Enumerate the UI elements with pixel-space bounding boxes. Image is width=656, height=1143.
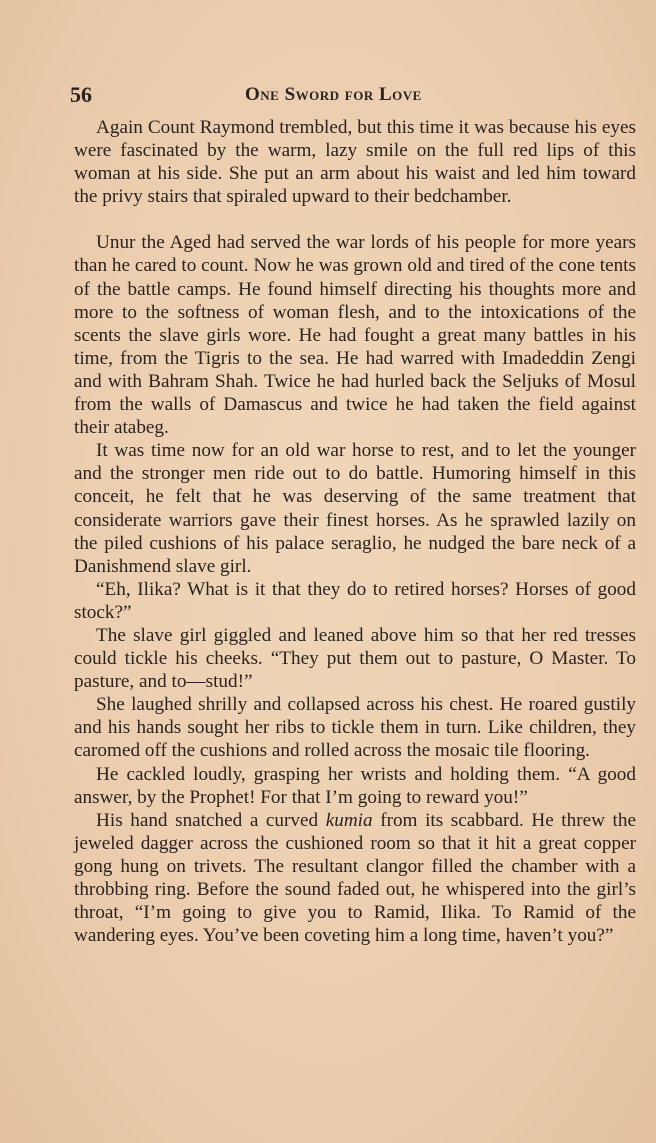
paragraph	[74, 809, 636, 948]
paragraph: “Eh, Ilika? What is it that they do to retired horses? Horses of good stock?”	[74, 578, 636, 623]
italic-word: kumia	[325, 809, 373, 831]
running-title: One Sword for Love	[245, 84, 422, 105]
paragraph: Unur the Aged had served the war lords of his people for more years than he cared to count. Now he was grown old and tired of the cone tents of the battle camps. He found himself directing his thoughts more and more to the softness of woman flesh, and to the intoxications of the scents the slave girls wore. He had fought a great many battles in his time, from the Tigris to the sea. He had warred with Imadeddin Zengi and with Bahram Shah. Twice he had hurled back the Seljuks of Mosul from the walls of Damascus and twice he had taken the field against their atabeg.	[74, 232, 636, 439]
paragraph-text: His hand snatched a curved	[96, 809, 326, 831]
paragraph: It was time now for an old war horse to rest, and to let the younger and the stronger men ride out to do battle. Humoring himself in this conceit, he felt that he was deserving of the same treatment that considerate warriors gave their finest horses. As he sprawled lazily on the piled cushions of his palace seraglio, he nudged the bare neck of a Danishmend slave girl.	[74, 440, 636, 577]
paragraph: He cackled loudly, grasping her wrists and holding them. “A good answer, by the Prophet! For that I’m going to reward you!”	[74, 763, 636, 808]
paragraph: Again Count Raymond trembled, but this time it was because his eyes were fascinated by the warm, lazy smile on the full red lips of this woman at his side. She put an arm about his waist and led him toward the privy stairs that spiraled upward to their bedchamber.	[74, 117, 636, 208]
paragraph: She laughed shrilly and collapsed across his chest. He roared gustily and his hands sought her ribs to tickle them in turn. Like children, they caromed off the cushions and rolled across the mosaic tile flooring.	[74, 694, 636, 762]
paragraph-text: from its scabbard. He threw the jeweled dagger across the cushioned room so that it hit a great copper gong hung on trivets. The resultant clangor filled the chamber with a throbbing ring. Before the sound faded out, he whispered into the girl’s throat, “I’m going to give you to Ramid, Ilika. To Ramid of the wandering eyes. You’ve been coveting him a long time, haven’t you?”	[74, 809, 636, 947]
body-text	[74, 116, 636, 947]
paragraph: The slave girl giggled and leaned above him so that her red tresses could tickle his cheeks. “They put them out to pasture, O Master. To pasture, and to—stud!”	[74, 624, 636, 693]
page-number: 56	[70, 82, 92, 107]
page-header	[70, 82, 636, 112]
